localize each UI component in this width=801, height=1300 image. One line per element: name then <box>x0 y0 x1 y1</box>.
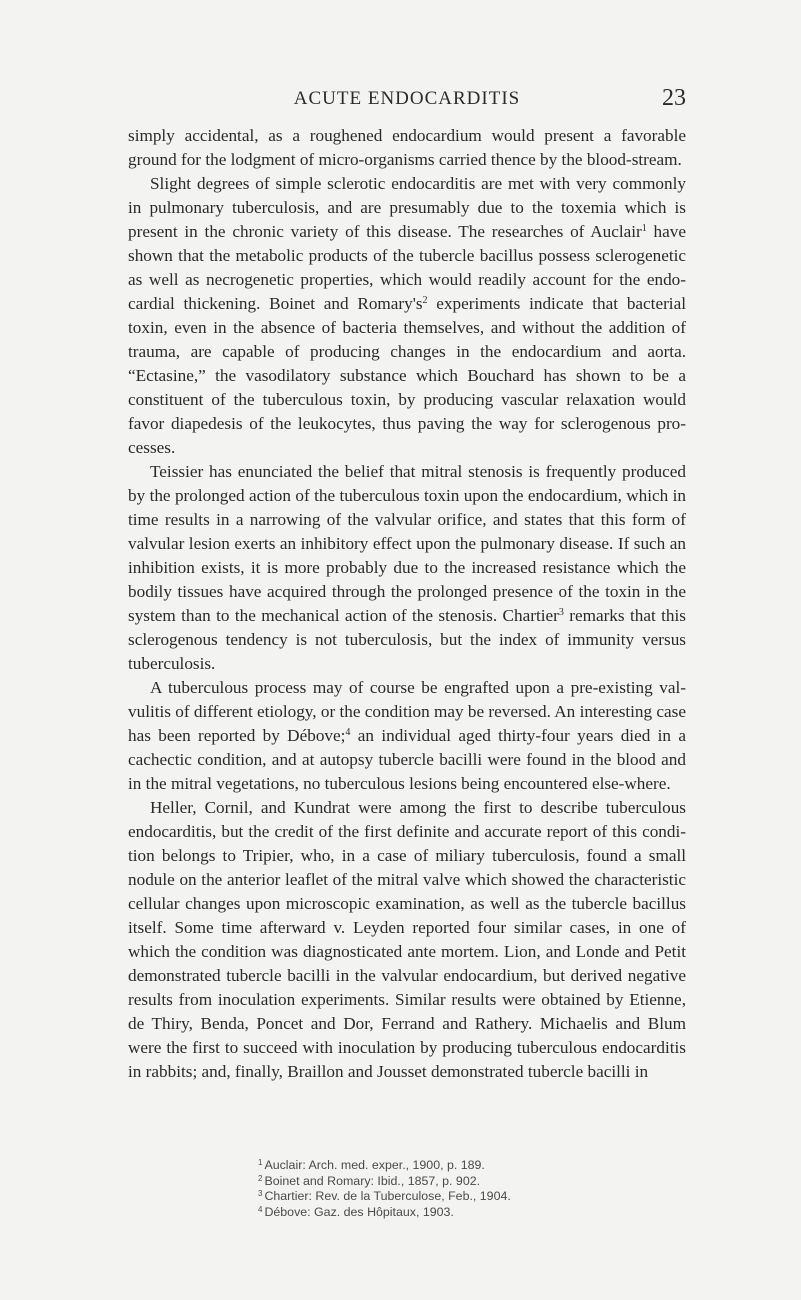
footnote-number: 4 <box>258 1204 263 1214</box>
footnote-text: Chartier: Rev. de la Tuberculose, Feb., 1904. <box>264 1189 511 1204</box>
footnote-ref: 3 <box>558 607 564 618</box>
paragraph-text: Heller, Cornil, and Kundrat were among the first to describe tuberculous endocarditis, but the credit of the first definite and accurate report of this condi-tion belongs to Tripier, who, in a case of miliary tuberculosis, found a small nodule on the anterior leaflet of the mitral valve which showed the characteristic cellular changes upon microscopic examination, as well as the tubercle bacillus itself. Some time afterward v. Leyden reported four similar cases, in one of which the condition was diagnosticated ante mortem. Lion, and Londe and Petit demonstrated tubercle bacilli in the valvular endocardium, but derived negative results from inoculation experiments. Similar results were obtained by Etienne, de Thiry, Benda, Poncet and Dor, Ferrand and Rathery. Michaelis and Blum were the first to succeed with inoculation by producing tuberculous endocarditis in rabbits; and, finally, Braillon and Jousset demonstrated tubercle bacilli in <box>128 798 686 1081</box>
footnote-text: Débove: Gaz. des Hôpitaux, 1903. <box>264 1204 454 1219</box>
footnote-number: 2 <box>258 1173 263 1183</box>
paragraph-text: simply accidental, as a roughened endocardium would present a favorable ground for the lodgment of micro-organisms carried thence by the blood-stream. <box>128 126 686 169</box>
page-header <box>128 85 686 114</box>
body-text <box>128 124 686 1084</box>
paragraph <box>128 124 686 172</box>
footnote-ref: 4 <box>345 727 351 738</box>
footnote-text: Auclair: Arch. med. exper., 1900, p. 189. <box>264 1158 485 1172</box>
footnote-text: Boinet and Romary: Ibid., 1857, p. 902. <box>264 1173 481 1188</box>
footnote <box>258 1174 658 1190</box>
paragraph-text: have shown that the metabolic products of the tubercle bacillus possess sclerogenetic as well as necrogenetic properties, which would readily account for the endo-cardial thickening. Boinet and Romary's <box>128 222 686 313</box>
footnote-number: 3 <box>258 1189 263 1199</box>
footnote <box>258 1189 658 1205</box>
footnote <box>258 1205 658 1221</box>
paragraph <box>128 796 686 1084</box>
paragraph <box>128 676 686 796</box>
paragraph-text: experiments indicate that bacterial toxin, even in the absence of bacteria themselves, and without the addition of trauma, are capable of producing changes in the endocardium and aorta. “Ectasine,” the vasodilatory substance which Bouchard has shown to be a constituent of the tuberculous toxin, by producing vascular relaxation would favor diapedesis of the leukocytes, thus paving the way for sclerogenous pro-cesses. <box>128 294 686 457</box>
page-number: 23 <box>662 85 686 111</box>
footnote-ref: 1 <box>641 223 647 234</box>
footnotes <box>258 1158 658 1220</box>
paragraph-text: Teissier has enunciated the belief that mitral stenosis is frequently produced by the prolonged action of the tuberculous toxin upon the endocardium, which in time results in a narrowing of the valvular orifice, and states that this form of valvular lesion exerts an inhibitory effect upon the pulmonary disease. If such an inhibition exists, it is more probably due to the increased resistance which the bodily tissues have acquired through the prolonged presence of the toxin in the system than to the mechanical action of the stenosis. Chartier <box>128 462 686 625</box>
paragraph-text: A tuberculous process may of course be engrafted upon a pre-existing val-vulitis of different etiology, or the condition may be reversed. An interesting case has been reported by Débove; <box>128 678 686 745</box>
footnote-number: 1 <box>258 1158 263 1167</box>
paragraph <box>128 172 686 460</box>
paragraph-text: Slight degrees of simple sclerotic endocarditis are met with very commonly in pulmonary tuberculosis, and are presumably due to the toxemia which is present in the chronic variety of this disease. The researches of Auclair <box>128 174 686 241</box>
footnote-ref: 2 <box>422 295 428 306</box>
footnote <box>258 1158 658 1174</box>
running-head: ACUTE ENDOCARDITIS <box>293 88 521 109</box>
paragraph-text: an individual aged thirty-four years died in a cachectic condition, and at autopsy tubercle bacilli were found in the blood and in the mitral vegetations, no tuberculous lesions being encountered else-where. <box>128 726 686 793</box>
paragraph <box>128 460 686 676</box>
paragraph-text: remarks that this sclerogenous tendency is not tuberculosis, but the index of immunity versus tuberculosis. <box>128 606 686 673</box>
